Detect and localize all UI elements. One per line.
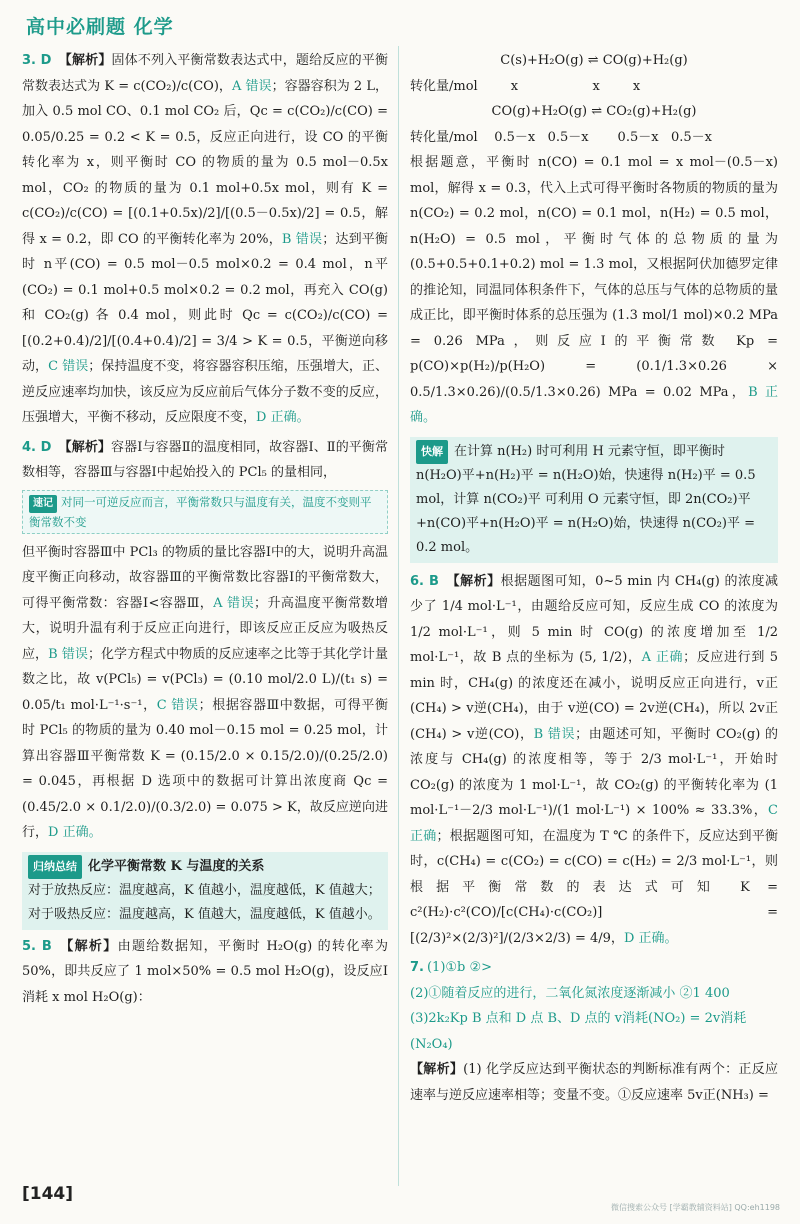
answer-6: 6. B 【解析】根据题图可知，0~5 min 内 CH₄(g) 的浓度减少了 1/4 mol·L⁻¹，由题给反应可知，反应生成 CO 的浓度为 1/2 mol·L⁻¹，则 5 min 时 CO(g) 的浓度增加至 1/2 mol·L⁻¹，故 B 点的坐标为 (5, 1/2)，A 正确；反应进行到 5 min 时，CH₄(g) 的浓度还在减小，说明反应正向进行，v正(CH₄) > v逆(CH₄)，由于 v逆(CO) = 2v逆(CH₄)，所以 2v正(CH₄) > v逆(CO)，B 错误；由题述可知，平衡时 CO₂(g) 的浓度与 CH₄(g) 的浓度相等，等于 2/3 mol·L⁻¹，开始时 CO₂(g) 的浓度为 1 mol·L⁻¹，故 CO₂(g) 的平衡转化率为 (1 mol·L⁻¹－2/3 mol·L⁻¹)/(1 mol·L⁻¹) × 100% ≈ 33.3%，C 正确；根据题图可知，在温度为 T ℃ 的条件下，反应达到平衡时，c(CH₄) = c(CO₂) = c(CO) = c(H₂) = 2/3 mol·L⁻¹，则根据平衡常数的表达式可知 K = c²(H₂)·c²(CO)/[c(CH₄)·c(CO₂)] = [(2/3)²×(2/3)²]/(2/3×2/3) = 4/9，D 正确。 [410, 573, 779, 946]
verdict: B 错误 [281, 231, 323, 247]
verdict: C 错误 [156, 697, 199, 713]
answer-line: (3)2k₂Kp B 点和 D 点 B、D 点的 v消耗(NO₂) = 2v消耗(N₂O₄) [410, 1011, 747, 1052]
page-header [26, 10, 174, 40]
summary-box [22, 852, 388, 930]
answer-4-cont: 但平衡时容器Ⅲ中 PCl₃ 的物质的量比容器Ⅰ中的大，说明升高温度平衡正向移动，故容器Ⅲ的平衡常数比容器Ⅰ的平衡常数大，可得平衡常数：容器Ⅰ<容器Ⅲ，A 错误；升高温度平衡常数增大，说明升温有利于反应正向进行，即该反应正反应为吸热反应，B 错误；化学方程式中物质的反应速率之比等于其化学计量数之比，故 v(PCl₅) = v(PCl₃) = (0.10 mol/2.0 L)/(t₁ s) = 0.05/t₁ mol·L⁻¹·s⁻¹，C 错误；根据容器Ⅲ中数据，可得平衡时 PCl₅ 的物质的量为 0.40 mol－0.15 mol = 0.25 mol，计算出容器Ⅲ平衡常数 K = (0.15/2.0 × 0.15/2.0)/(0.25/2.0) = 0.045，再根据 D 选项中的数据可计算出浓度商 Qc = (0.45/2.0 × 0.1/2.0)/(0.3/2.0) = 0.075 > K，故反应逆向进行，D 正确。 [22, 544, 388, 840]
verdict: B 错误 [533, 726, 576, 742]
page-number: [144] [22, 1184, 74, 1204]
analysis-tag: 【解析】 [58, 439, 112, 455]
verdict: D 正确。 [48, 825, 102, 840]
verdict: D 正确。 [256, 410, 310, 425]
reaction-equation: CO(g)+H₂O(g) ⇌ CO₂(g)+H₂(g) [491, 104, 697, 119]
summary-line: 对于放热反应：温度越高，K 值越小，温度越低，K 值越大； [28, 882, 381, 898]
verdict: A 错误 [213, 595, 255, 611]
answer-5-cont: 根据题意，平衡时 n(CO) = 0.1 mol = x mol－(0.5－x) mol，解得 x = 0.3，代入上式可得平衡时各物质的物质的量为 n(CO₂) = 0.2 mol，n(CO) = 0.1 mol，n(H₂) = 0.5 mol，n(H₂O) = 0.5 mol，平衡时气体的总物质的量为 (0.5+0.5+0.1+0.2) mol = 1.3 mol，又根据阿伏加德罗定律的推论知，同温同体积条件下，气体的总压与气体的总物质的量成正比，即平衡时体系的总压强为 (1.3 mol/1 mol)×0.2 MPa = 0.26 MPa，则反应Ⅰ的平衡常数 Kp = p(CO)×p(H₂)/p(H₂O) = (0.1/1.3×0.26 × 0.5/1.3×0.26)/(0.5/1.3×0.26) MPa = 0.02 MPa，B 正确。 [410, 155, 779, 425]
verdict: A 错误 [231, 78, 272, 94]
analysis-tag: 【解析】 [58, 53, 112, 68]
verdict: D 正确。 [623, 930, 678, 946]
answer-number: 7. [410, 960, 424, 975]
verdict: C 正确 [410, 803, 778, 844]
quick-solution-box [410, 437, 778, 563]
left-column [22, 48, 388, 1010]
answer-number: 3. D [22, 53, 52, 68]
analysis-tag: 【解析】 [410, 1062, 464, 1077]
analysis-tag: 【解析】 [60, 938, 118, 954]
summary-title: 化学平衡常数 K 与温度的关系 [88, 858, 265, 874]
summary-line: 对于吸热反应：温度越高，K 值越大，温度越低，K 值越小。 [28, 906, 381, 922]
quick-label: 快解 [416, 440, 448, 464]
answer-5: 5. B 【解析】由题给数据知，平衡时 H₂O(g) 的转化率为 50%，即共反应了 1 mol×50% = 0.5 mol H₂O(g)，设反应Ⅰ消耗 x mol H₂O(g)： [22, 938, 389, 1005]
watermark: 微信搜索公众号 [学霸教辅资料站] QQ:eh1198 [611, 1203, 780, 1212]
column-divider [398, 46, 399, 1186]
quick-memo [22, 490, 388, 534]
answer-line: (2)①随着反应的进行，二氧化氮浓度逐渐减小 ②1 400 [410, 985, 730, 1001]
verdict: C 错误 [48, 359, 89, 374]
answer-number: 6. B [410, 573, 439, 589]
right-column [410, 48, 778, 1108]
answer-number: 4. D [22, 439, 52, 455]
memo-text: 对同一可逆反应而言，平衡常数只与温度有关，温度不变则平衡常数不变 [29, 494, 372, 529]
verdict: B 正确。 [410, 384, 779, 425]
analysis-tag: 【解析】 [446, 573, 501, 589]
answer-number: 5. B [22, 938, 52, 954]
answer-4: 4. D 【解析】容器Ⅰ与容器Ⅱ的温度相同，故容器Ⅰ、Ⅱ的平衡常数相等，容器Ⅲ与容器Ⅰ中起始投入的 PCl₅ 的量相同， [22, 439, 388, 480]
reaction-equation: C(s)+H₂O(g) ⇌ CO(g)+H₂(g) [500, 53, 688, 68]
answer-line: (1)①b ②> [426, 960, 493, 975]
answer-3: 3. D 【解析】固体不列入平衡常数表达式中，题给反应的平衡常数表达式为 K = c(CO₂)/c(CO)，A 错误；容器容积为 2 L，加入 0.5 mol CO、0.1 mol CO₂ 后，Qc = c(CO₂)/c(CO) = 0.05/0.25 = 0.2 < K = 0.5，反应正向进行，设 CO 的平衡转化率为 x，则平衡时 CO 的物质的量为 0.5 mol－0.5x mol，CO₂ 的物质的量为 0.1 mol+0.5x mol，则有 K = c(CO₂)/c(CO) = [(0.1+0.5x)/2]/[(0.5－0.5x)/2] = 0.5，解得 x = 0.2，即 CO 的平衡转化率为 20%，B 错误；达到平衡时 n平(CO) = 0.5 mol－0.5 mol×0.2 = 0.4 mol，n平(CO₂) = 0.1 mol+0.5 mol×0.2 = 0.2 mol，再充入 CO(g) 和 CO₂(g) 各 0.4 mol，则此时 Qc = c(CO₂)/c(CO) = [(0.2+0.4)/2]/[(0.4+0.4)/2] = 3/4 > K = 0.5，平衡逆向移动，C 错误；保持温度不变，将容器容积压缩，压强增大，正、逆反应速率均加快，该反应为反应前后气体分子数不变的反应，压强增大，平衡不移动，反应限度不变，D 正确。 [22, 53, 388, 425]
memo-label: 速记 [29, 495, 57, 513]
conversion-row: 转化量/mol 0.5－x 0.5－x 0.5－x 0.5－x [410, 129, 712, 145]
summary-label: 归纳总结 [28, 855, 82, 879]
answer-7: 7. (1)①b ②> (2)①随着反应的进行，二氧化氮浓度逐渐减小 ②1 400 (3)2k₂Kp B 点和 D 点 B、D 点的 v消耗(NO₂) = 2v消耗(N₂O₄) 【解析】(1) 化学反应达到平衡状态的判断标准有两个：正反应速率与逆反应速率相等；变量不变。①反应速率 5v正(NH₃) = [410, 960, 778, 1103]
quick-text: 在计算 n(H₂) 时可利用 H 元素守恒，即平衡时 n(H₂O)平+n(H₂)平 = n(H₂O)始，快速得 n(H₂)平 = 0.5 mol，计算 n(CO₂)平 可利用 O 元素守恒，即 2n(CO₂)平+n(CO)平+n(H₂O)平 = n(H₂O)始，快速得 n(CO₂)平 = 0.2 mol。 [416, 443, 756, 555]
verdict: B 错误 [48, 646, 88, 662]
verdict: A 正确 [641, 650, 684, 665]
conversion-row: 转化量/mol x x x [410, 78, 641, 94]
header-title: 高中必刷题 化学 [26, 15, 174, 38]
